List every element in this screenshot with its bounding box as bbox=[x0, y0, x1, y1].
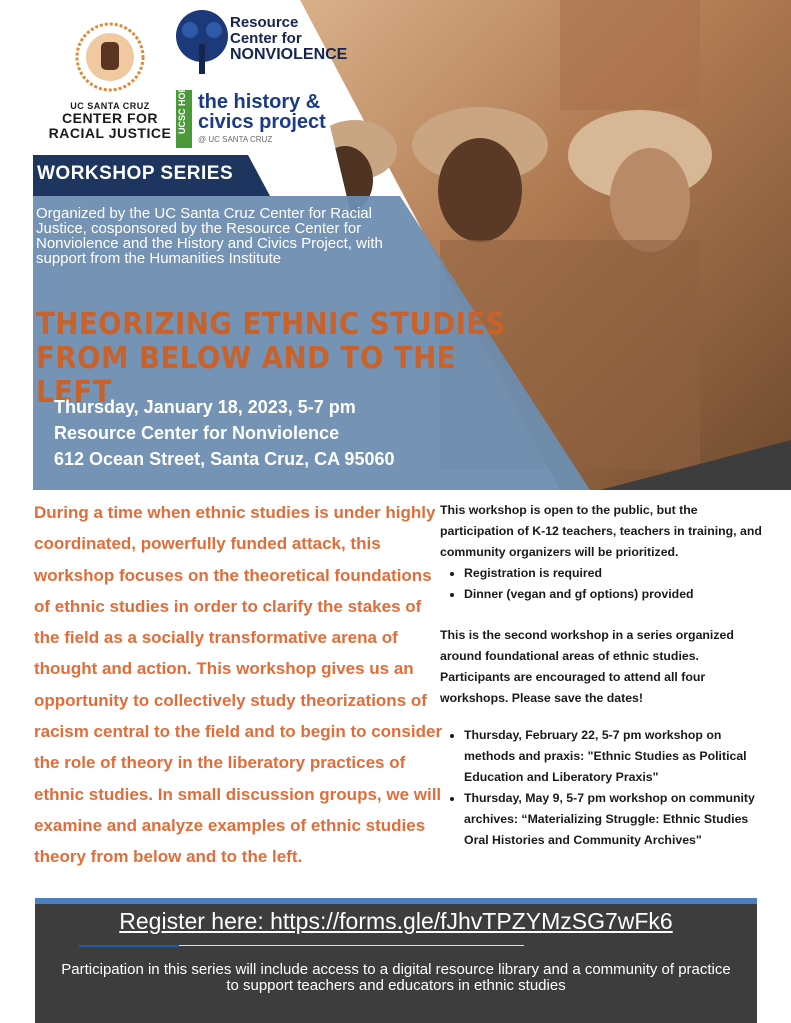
registration-link[interactable]: Register here: https://forms.gle/fJhvTPZYMzSG7wFk6 bbox=[119, 908, 673, 934]
workshop-title-line1: THEORIZING ETHNIC STUDIES bbox=[36, 307, 506, 342]
rcnv-logo-line1: Resource bbox=[230, 14, 299, 31]
rcnv-logo-line2: Center for bbox=[230, 30, 302, 47]
open-to-public-text: This workshop is open to the public, but the participation of K-12 teachers, teachers in training, and community organizers will be prioritized. bbox=[440, 503, 762, 559]
list-item: • Registration is required bbox=[464, 563, 770, 584]
workshop-title-line2: FROM BELOW AND TO THE LEFT bbox=[36, 341, 456, 410]
event-address: 612 Ocean Street, Santa Cruz, CA 95060 bbox=[54, 449, 395, 469]
footer-accent-line bbox=[35, 898, 757, 904]
organized-by-text: Organized by the UC Santa Cruz Center for Racial Justice, cosponsored by the Resource Center for Nonviolence and the History and Civics Project, with support from the Humanities Institute bbox=[36, 205, 383, 267]
hcp-side-bar bbox=[176, 86, 192, 148]
footer-panel bbox=[35, 898, 757, 1023]
crj-logo-sub: UC SANTA CRUZ bbox=[70, 101, 150, 111]
event-date: Thursday, January 18, 2023, 5-7 pm bbox=[54, 397, 356, 417]
tree-icon bbox=[172, 8, 232, 78]
crj-logo-line2: RACIAL JUSTICE bbox=[48, 125, 172, 141]
hcp-logo-line2: civics project bbox=[198, 111, 326, 133]
hcp-logo-line3: @ UC SANTA CRUZ bbox=[198, 135, 273, 144]
fist-emblem-icon bbox=[75, 22, 145, 92]
participation-note: Participation in this series will include access to a digital resource library and a community of practice to support teachers and educators in ethnic studies bbox=[61, 961, 731, 994]
list-item: • Thursday, May 9, 5-7 pm workshop on community archives: “Materializing Struggle: Ethnic Studies Oral Histories and Community Archives" bbox=[464, 788, 770, 851]
rcnv-logo bbox=[172, 8, 348, 88]
hcp-side-label: UCSC HOP bbox=[177, 86, 187, 134]
crj-logo-line1: CENTER FOR bbox=[62, 110, 158, 126]
hcp-logo-line1: the history & bbox=[198, 91, 321, 113]
event-venue: Resource Center for Nonviolence bbox=[54, 423, 340, 443]
workshop-description: During a time when ethnic studies is under highly coordinated, powerfully funded attack, this workshop focuses on the theoretical foundations of ethnic studies in order to clarify the stakes of the field as a socially transformative arena of thought and action. This workshop gives us an opportunity to collectively study theorizations of racism central to the field and to begin to consider the role of theory in the liberatory practices of ethnic studies. In small discussion groups, we will examine and analyze examples of ethnic studies theory from below and to the left. bbox=[34, 503, 443, 867]
list-item: • Thursday, February 22, 5-7 pm workshop on methods and praxis: "Ethnic Studies as Political Education and Liberatory Praxis" bbox=[464, 725, 770, 788]
workshop-series-badge: WORKSHOP SERIES bbox=[37, 163, 234, 184]
footer-divider-blue bbox=[79, 945, 179, 947]
details-column bbox=[440, 500, 770, 851]
future-workshops-list bbox=[440, 725, 770, 851]
rcnv-logo-line3: NONVIOLENCE bbox=[230, 46, 348, 63]
series-info-text: This is the second workshop in a series organized around foundational areas of ethnic studies. Participants are encouraged to attend all four workshops. Please save the dates! bbox=[440, 628, 734, 705]
list-item: • Dinner (vegan and gf options) provided bbox=[464, 584, 770, 605]
event-details bbox=[54, 394, 395, 472]
crj-logo bbox=[40, 22, 180, 141]
footer-divider-white bbox=[179, 945, 524, 946]
requirements-list bbox=[440, 563, 770, 605]
hcp-logo bbox=[176, 86, 336, 150]
